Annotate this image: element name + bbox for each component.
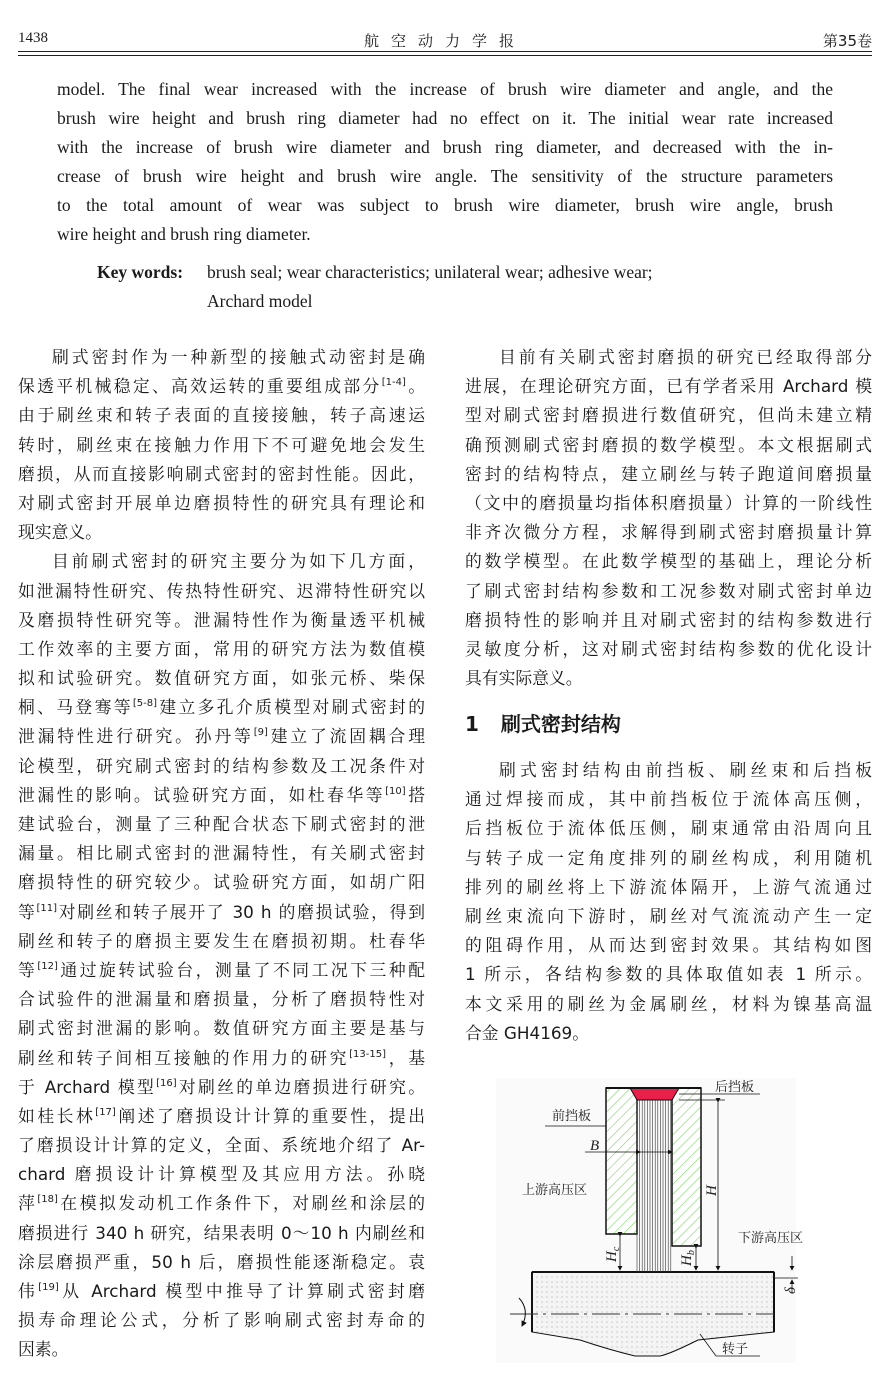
label-B: B [590, 1138, 600, 1154]
text-line [465, 1019, 872, 1048]
text-segment: 拟和试验研究。数值研究方面，如张元桥、柴保 [18, 668, 425, 689]
text-line [465, 990, 872, 1019]
header-rule-top [18, 51, 872, 52]
text-line [465, 547, 872, 576]
citation: [16] [156, 1077, 177, 1089]
text-line [18, 518, 425, 547]
section-heading [465, 708, 643, 737]
text-line [18, 985, 425, 1014]
text-segment: 刷丝和转子的磨损主要发生在磨损初期。杜春华 [18, 930, 425, 951]
text-line [465, 814, 872, 843]
text-segment: 刷丝束流向下游时，刷丝对气流流动产生一定 [465, 905, 872, 926]
left-column [18, 343, 425, 1365]
text-line [18, 898, 425, 927]
back-plate [672, 1088, 701, 1246]
text-segment: model. The final wear increased with the increase of brush wire diameter and angle, and the [57, 79, 833, 99]
text-segment: wire height and brush ring diameter. [57, 224, 311, 244]
text-segment: 建立了流固耦合理 [267, 726, 425, 747]
text-line [465, 577, 872, 606]
text-segment: 在模拟发动机工作条件下，对刷丝和涂层的 [57, 1193, 425, 1214]
text-line [18, 1102, 425, 1131]
text-line [465, 960, 872, 989]
text-segment: 保透平机械稳定、高效运转的重要组成部分 [18, 376, 382, 397]
text-segment: 由于刷丝束和转子表面的直接接触，转子高速运 [18, 405, 425, 426]
text-segment: 损寿命理论公式，分析了影响刷式密封寿命的 [18, 1310, 425, 1331]
text-line [18, 577, 425, 606]
citation: [1-4] [381, 377, 406, 389]
citation: [17] [95, 1106, 116, 1118]
text-line [18, 1160, 425, 1189]
text-line [57, 191, 833, 220]
text-segment: 如桂长林 [18, 1105, 96, 1126]
text-segment: crease of brush wire height and brush wire angle. The sensitivity of the structure parameters [57, 166, 833, 186]
header-rule-bottom [18, 55, 872, 56]
weld-joint [630, 1088, 679, 1100]
text-line [18, 956, 425, 985]
text-segment: 工作效率的主要方面，常用的研究方法为数值模 [18, 638, 425, 659]
label-front-plate: 前挡板 [552, 1109, 592, 1124]
text-line [465, 489, 872, 518]
text-segment: 非齐次微分方程，求解得到刷式密封磨损量计算 [465, 522, 872, 543]
text-line [18, 664, 425, 693]
text-segment: 了磨损设计计算的定义，全面、系统地介绍了 Ar- [18, 1135, 425, 1156]
text-line [18, 1073, 425, 1102]
text-line [57, 162, 833, 191]
text-segment: 现实意义。 [18, 522, 102, 543]
text-segment: 等 [18, 901, 37, 922]
section-number: 1 [465, 712, 479, 736]
text-segment: 磨损特性的影响并且对刷式密封的结构参数进行 [465, 609, 872, 630]
text-segment: 于 Archard 模型 [18, 1076, 157, 1097]
text-segment: 了刷式密封结构参数和工况参数对刷式密封单边 [465, 580, 872, 601]
text-segment: 合试验件的泄漏量和磨损量，分析了磨损特性对 [18, 989, 425, 1010]
right-column-intro [465, 343, 872, 693]
text-segment: to the total amount of wear was subject to brush wire diameter, brush wire angle, brush [57, 195, 833, 215]
text-line [465, 606, 872, 635]
text-segment: 泄漏性的影响。试验研究方面，如杜春华等 [18, 784, 386, 805]
text-segment: 的阻碍作用，从而达到密封效果。其结构如图 [465, 935, 872, 956]
text-line [18, 1306, 425, 1335]
text-line [465, 664, 872, 693]
text-segment: brush wire height and brush ring diameter had no effect on it. The initial wear rate increased [57, 108, 833, 128]
text-segment: 建试验台，测量了三种配合状态下刷式密封的泄 [18, 814, 425, 834]
text-segment: 密封的结构特点，建立刷丝与转子跑道间磨损量 [465, 463, 872, 484]
text-line [18, 606, 425, 635]
section-title: 刷式密封结构 [500, 712, 621, 736]
text-segment: 论模型，研究刷式密封的结构参数及工况条件对 [18, 755, 425, 776]
text-line [18, 635, 425, 664]
text-line [18, 868, 425, 897]
text-line [465, 756, 872, 785]
text-segment: 涂层磨损严重，50 h 后，磨损性能逐渐稳定。袁 [18, 1251, 425, 1272]
text-line [18, 431, 425, 460]
citation: [10] [385, 785, 406, 797]
label-rotor: 转子 [722, 1342, 749, 1357]
text-line [18, 1014, 425, 1043]
text-line [465, 372, 872, 401]
page-number: 1438 [18, 30, 48, 46]
citation: [19] [38, 1282, 59, 1293]
text-line [18, 460, 425, 489]
text-line [18, 693, 425, 722]
label-back-plate: 后挡板 [715, 1080, 755, 1095]
text-segment: 因素。 [18, 1339, 69, 1360]
text-line [57, 104, 833, 133]
text-line [57, 220, 833, 249]
text-segment: 如泄漏特性研究、传热特性研究、迟滞特性研究以 [18, 580, 425, 601]
citation: [11] [36, 902, 58, 914]
text-segment: 后挡板位于流体低压侧，刷束通常由沿周向且 [465, 818, 872, 839]
citation: [13-15] [349, 1048, 387, 1060]
text-segment: 刷式密封作为一种新型的接触式动密封是确 [52, 347, 425, 367]
text-line [18, 401, 425, 430]
text-segment: 刷式密封泄漏的影响。数值研究方面主要是基与 [18, 1018, 425, 1039]
text-line [18, 1189, 425, 1218]
text-line [18, 489, 425, 518]
right-column-section1 [465, 756, 872, 1048]
text-segment: 与转子成一定角度排列的刷丝构成，利用随机 [465, 847, 872, 868]
text-segment: 等 [18, 959, 38, 980]
keywords-line-2: Archard model [207, 291, 313, 311]
text-line [18, 752, 425, 781]
text-segment: 。 [405, 376, 425, 397]
text-segment: 建立多孔介质模型对刷式密封的 [157, 697, 425, 718]
text-segment: chard 磨损设计计算模型及其应用方法。孙晓 [18, 1164, 425, 1185]
label-delta: δ [783, 1287, 799, 1294]
text-segment: 具有实际意义。 [465, 668, 583, 689]
text-segment: 1 所示，各结构参数的具体取值如表 1 所示。 [465, 964, 872, 985]
text-segment: 磨损进行 340 h 研究，结果表明 0～10 h 内刷丝和 [18, 1222, 425, 1243]
text-line [465, 460, 872, 489]
text-segment: 进展，在理论研究方面，已有学者采用 Archard 模 [465, 376, 872, 397]
text-line [465, 518, 872, 547]
text-line [18, 1044, 425, 1073]
journal-title: 航空动力学报 [363, 32, 526, 50]
text-segment: 目前刷式密封的研究主要分为如下几方面， [52, 551, 425, 572]
text-line [465, 931, 872, 960]
text-line [57, 133, 833, 162]
text-line [465, 343, 872, 372]
text-line [18, 781, 425, 810]
text-segment: 刷丝和转子间相互接触的作用力的研究 [18, 1047, 350, 1068]
volume-label: 第35卷 [822, 32, 872, 50]
keywords-line-1: brush seal; wear characteristics; unilateral wear; adhesive wear; [207, 262, 653, 282]
text-line [465, 401, 872, 430]
keywords-label: Key words: [97, 262, 184, 282]
text-segment: 对刷式密封开展单边磨损特性的研究具有理论和 [18, 492, 425, 513]
text-segment: 萍 [18, 1193, 38, 1214]
text-segment: 对刷丝和转子展开了 30 h 的磨损试验，得到 [57, 901, 425, 922]
text-line [18, 343, 425, 372]
text-line [465, 902, 872, 931]
text-segment: 灵敏度分析，这对刷式密封结构参数的优化设计 [465, 638, 872, 659]
text-line [18, 1248, 425, 1277]
text-segment: 排列的刷丝将上下游流体隔开，上游气流通过 [465, 876, 872, 897]
citation: [5-8] [132, 698, 157, 710]
text-segment: 从 Archard 模型中推导了计算刷式密封磨 [58, 1281, 425, 1301]
text-line [18, 1131, 425, 1160]
label-Hb: $H_b$ [679, 1250, 697, 1266]
abstract [57, 75, 833, 249]
citation: [9] [253, 727, 268, 739]
text-line [465, 635, 872, 664]
text-segment: 刷式密封结构由前挡板、刷丝束和后挡板 [499, 760, 872, 780]
text-segment: （文中的磨损量均指体积磨损量）计算的一阶线性 [465, 492, 872, 513]
text-segment: 搭 [405, 784, 425, 805]
text-segment: 本文采用的刷丝为金属刷丝，材料为镍基高温 [465, 993, 872, 1014]
text-segment: with the increase of brush wire diameter and brush ring diameter, and decreased with the in- [57, 137, 833, 157]
text-segment: 转时，刷丝束在接触力作用下不可避免地会发生 [18, 434, 425, 455]
figure-brush-seal-structure [460, 1070, 820, 1398]
text-segment: 泄漏特性进行研究。孙丹等 [18, 726, 254, 747]
text-line [18, 372, 425, 401]
text-segment: 合金 GH4169。 [465, 1022, 590, 1043]
label-H: H [704, 1185, 720, 1196]
citation: [12] [37, 960, 58, 972]
text-line [18, 1219, 425, 1248]
text-segment: 对刷丝的单边磨损进行研究。 [176, 1076, 425, 1097]
label-upstream: 上游高压区 [522, 1183, 588, 1198]
front-plate [606, 1088, 637, 1234]
text-segment: 漏量。相比刷式密封的泄漏特性，有关刷式密封 [18, 843, 425, 864]
text-segment: 桐、马登骞等 [18, 697, 133, 718]
text-line [18, 722, 425, 751]
text-segment: 目前有关刷式密封磨损的研究已经取得部分 [499, 347, 872, 367]
text-segment: 通过旋转试验台，测量了不同工况下三种配 [57, 959, 425, 980]
text-line [465, 844, 872, 873]
text-line [18, 547, 425, 576]
text-segment: 确预测刷式密封磨损的数学模型。本文根据刷式 [465, 434, 872, 455]
text-line [18, 810, 425, 839]
text-segment: 的数学模型。在此数学模型的基础上，理论分析 [465, 551, 872, 572]
text-line [465, 431, 872, 460]
text-segment: 阐述了磨损设计计算的重要性，提出 [115, 1105, 425, 1126]
text-segment: 通过焊接而成，其中前挡板位于流体高压侧， [465, 789, 872, 810]
text-line [465, 785, 872, 814]
text-segment: 及磨损特性研究等。泄漏特性作为衡量透平机械 [18, 609, 425, 630]
label-downstream: 下游高压区 [738, 1231, 804, 1246]
text-segment: 磨损特性的研究较少。试验研究方面，如胡广阳 [18, 872, 425, 893]
text-line [18, 1335, 425, 1364]
text-line [465, 873, 872, 902]
citation: [18] [37, 1194, 58, 1206]
text-segment: ，基 [386, 1047, 425, 1068]
text-segment: 磨损，从而直接影响刷式密封的密封性能。因此， [18, 463, 425, 484]
text-line [18, 1277, 425, 1306]
label-Hc: $H_c$ [604, 1246, 622, 1262]
text-line [18, 839, 425, 868]
text-segment: 伟 [18, 1281, 39, 1301]
text-line [57, 75, 833, 104]
text-line [18, 927, 425, 956]
text-segment: 型对刷式密封磨损进行数值研究，但尚未建立精 [465, 405, 872, 426]
